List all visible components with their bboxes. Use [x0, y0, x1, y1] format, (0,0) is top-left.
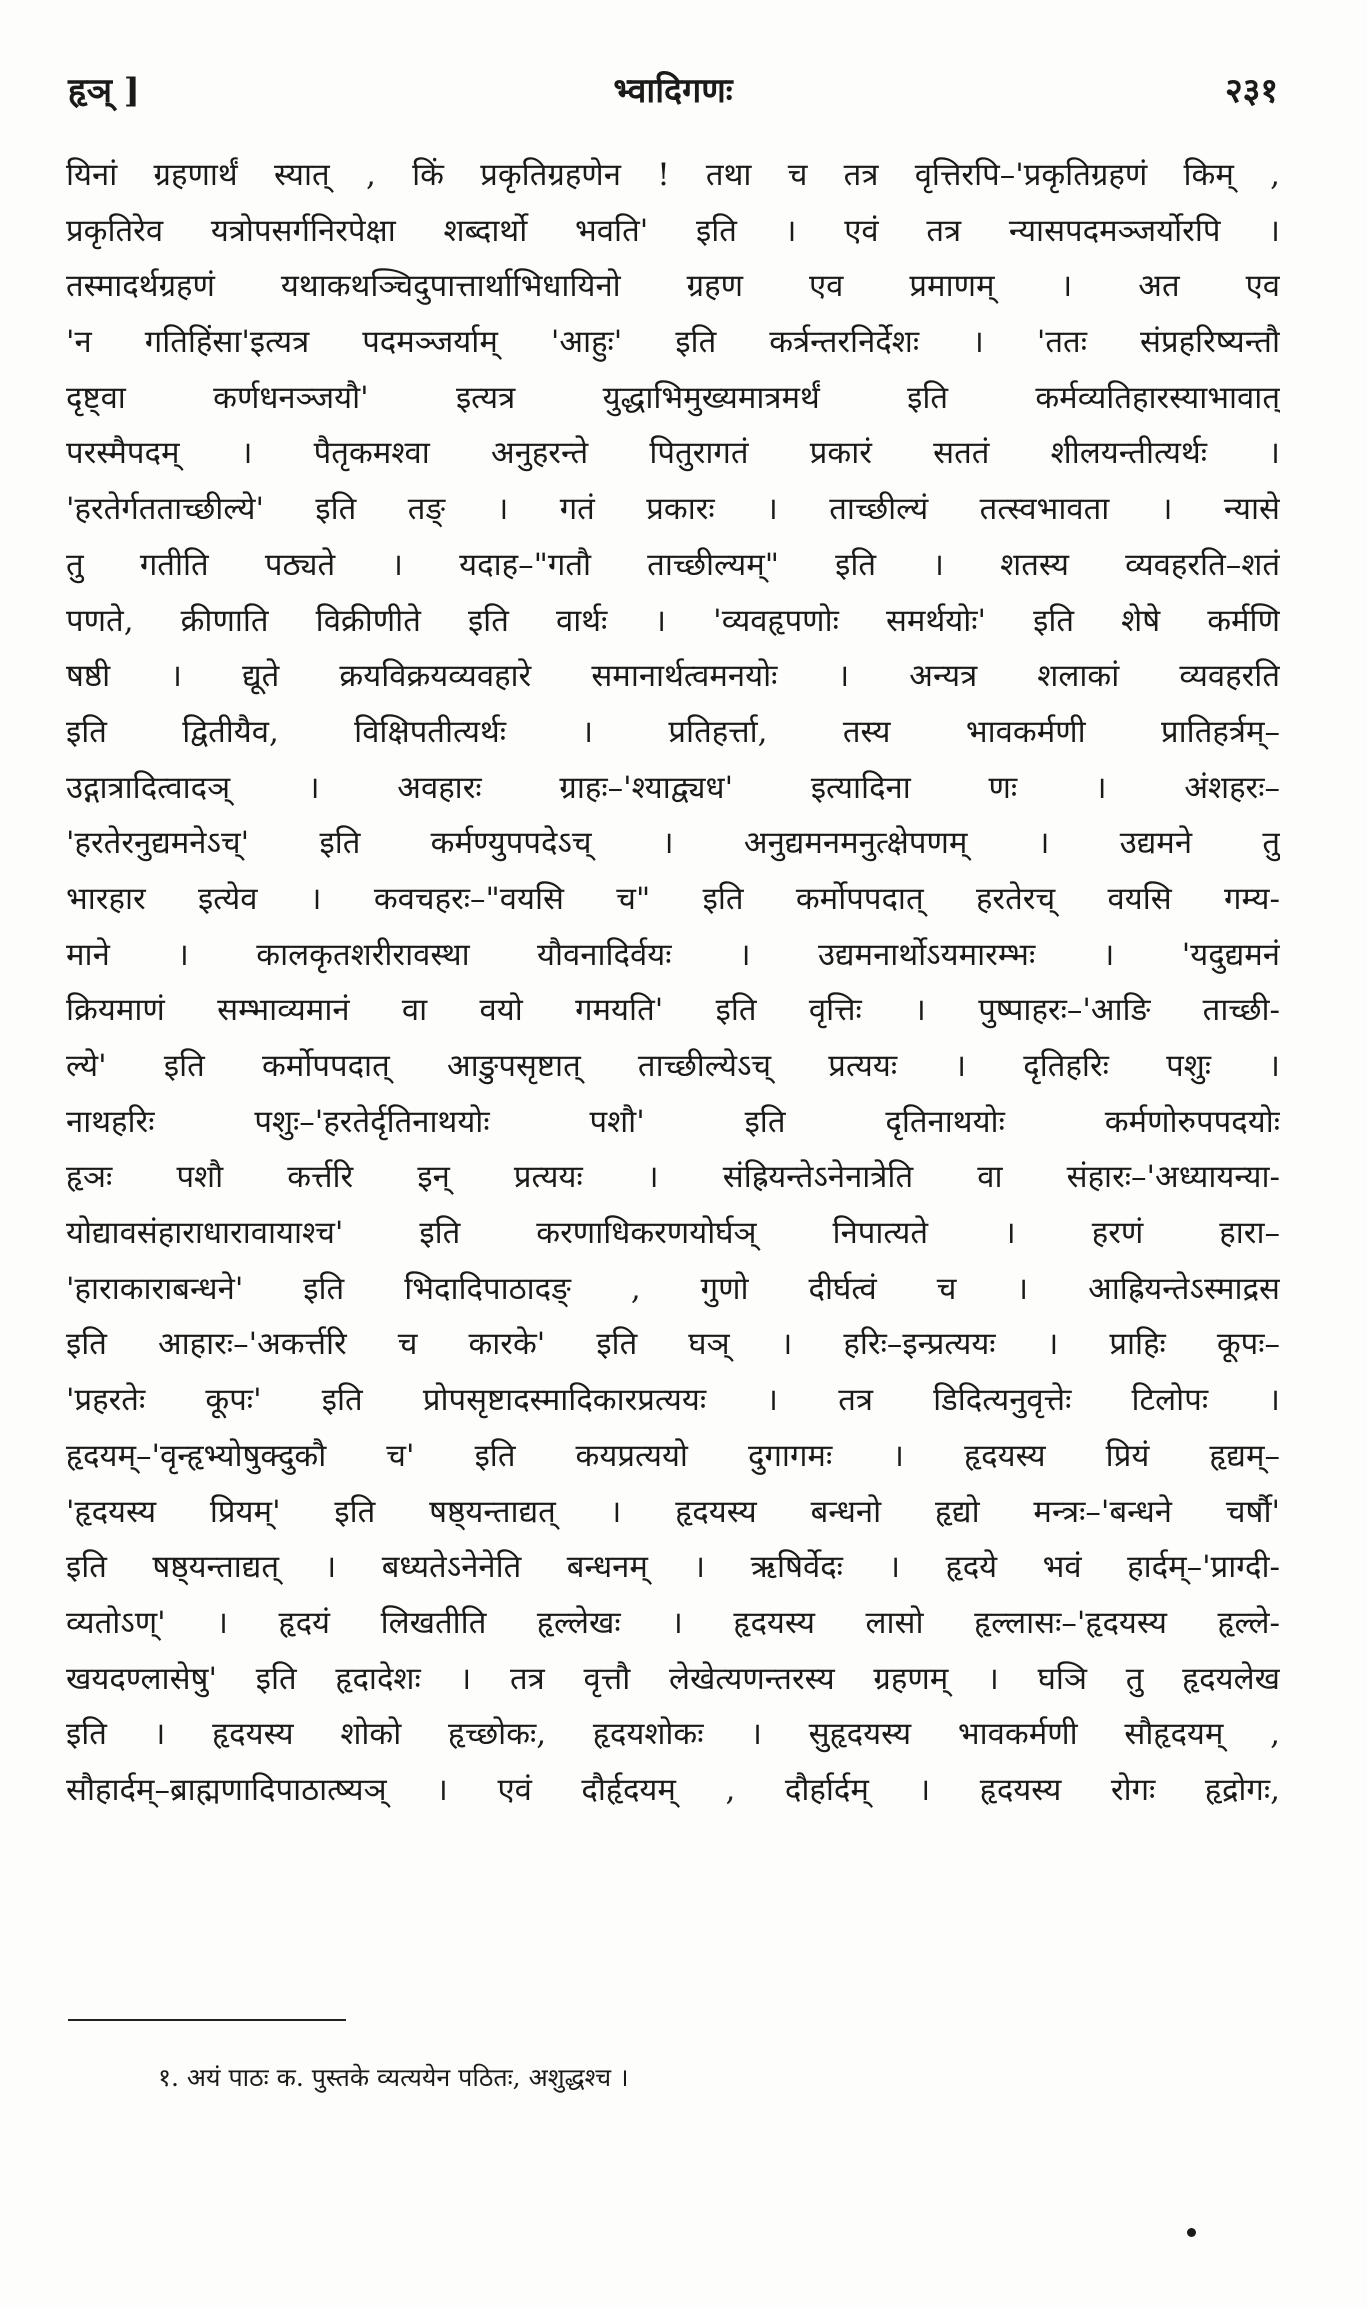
- text-line: ल्ये' इति कर्मोपपदात् आङुपसृष्टात् ताच्छील्येऽच् प्रत्ययः । दृतिहरिः पशुः ।: [66, 1048, 1280, 1084]
- text-line: इति षष्ठ्यन्ताद्यत् । बध्यतेऽनेनेति बन्धनम् । ऋषिर्वेदः । हृदये भवं हार्दम्–'प्राग्दी-: [66, 1549, 1280, 1586]
- text-line: योद्यावसंहाराधारावायाश्च' इति करणाधिकरणयोर्घञ् निपात्यते । हरणं हारा–: [66, 1215, 1280, 1252]
- text-line: तस्मादर्थग्रहणं यथाकथञ्चिदुपात्तार्थाभिधायिनो ग्रहण एव प्रमाणम् । अत एव: [66, 268, 1280, 305]
- text-line: हृदयम्–'वृन्हृभ्योषुक्दुकौ च' इति कयप्रत्ययो दुगागमः । हृदयस्य प्रियं हृद्यम्–: [66, 1437, 1280, 1474]
- text-line: तु गतीति पठ्यते । यदाह–"गतौ ताच्छील्यम्" इति । शतस्य व्यवहरति–शतं: [66, 546, 1280, 583]
- page-number: २३१: [1224, 71, 1278, 111]
- text-line: दृष्ट्वा कर्णधनञ्जयौ' इत्यत्र युद्धाभिमुख्यमात्रमर्थं इति कर्मव्यतिहारस्याभावात्: [66, 379, 1280, 416]
- text-line: इति द्वितीयैव, विक्षिपतीत्यर्थः । प्रतिहर्त्ता, तस्य भावकर्मणी प्रातिहर्त्रम्–: [66, 713, 1280, 750]
- text-line: पणते, क्रीणाति विक्रीणीते इति वार्थः । 'व्यवहृपणोः समर्थयोः' इति शेषे कर्मणि: [66, 602, 1280, 639]
- text-line: यिनां ग्रहणार्थं स्यात् , किं प्रकृतिग्रहणेन ! तथा च तत्र वृत्तिरपि–'प्रकृतिग्रहणं किम् ,: [66, 157, 1280, 193]
- text-line: माने । कालकृतशरीरावस्था यौवनादिर्वयः । उद्यमनार्थोऽयमारम्भः । 'यदुद्यमनं: [66, 936, 1280, 973]
- footnote: १. अयं पाठः क. पुस्तके व्यत्ययेन पठितः, अशुद्धश्च ।: [158, 2063, 629, 2092]
- text-line: इति । हृदयस्य शोको हृच्छोकः, हृदयशोकः । सुहृदयस्य भावकर्मणी सौहृदयम् ,: [66, 1716, 1280, 1753]
- body-text: [66, 148, 1280, 1819]
- text-line: सौहार्दम्–ब्राह्मणादिपाठात्ष्यञ् । एवं दौर्हृदयम् , दौर्हार्दम् । हृदयस्य रोगः हृद्रोगः,: [66, 1771, 1280, 1808]
- text-line: 'हरतेरनुद्यमनेऽच्' इति कर्मण्युपपदेऽच् । अनुद्यमनमनुत्क्षेपणम् । उद्यमने तु: [66, 825, 1280, 862]
- text-line: व्यतोऽण्' । हृदयं लिखतीति हृल्लेखः । हृदयस्य लासो हृल्लासः–'हृदयस्य हृल्ले-: [66, 1604, 1280, 1641]
- text-line: क्रियमाणं सम्भाव्यमानं वा वयो गमयति' इति वृत्तिः । पुष्पाहरः–'आङि ताच्छी-: [66, 992, 1280, 1029]
- page-header: [68, 66, 1278, 120]
- text-line: परस्मैपदम् । पैतृकमश्वा अनुहरन्ते पितुरागतं प्रकारं सततं शीलयन्तीत्यर्थः ।: [66, 435, 1280, 472]
- header-section-marker: हृञ् ]: [68, 71, 140, 111]
- text-line: खयदण्लासेषु' इति हृदादेशः । तत्र वृत्तौ लेखेत्यणन्तरस्य ग्रहणम् । घञि तु हृदयलेख: [66, 1660, 1280, 1697]
- text-line: उद्गात्रादित्वादञ् । अवहारः ग्राहः–'श्याद्व्यध' इत्यादिना णः । अंशहरः–: [66, 769, 1280, 806]
- text-line: 'हाराकाराबन्धने' इति भिदादिपाठादङ् , गुणो दीर्घत्वं च । आह्रियन्तेऽस्माद्रस: [66, 1270, 1280, 1307]
- text-line: षष्ठी । द्यूते क्रयविक्रयव्यवहारे समानार्थत्वमनयोः । अन्यत्र शलाकां व्यवहरति: [66, 658, 1280, 695]
- text-line: हृञः पशौ कर्त्तरि इन् प्रत्ययः । संह्रियन्तेऽनेनात्रेति वा संहारः–'अध्यायन्या-: [66, 1159, 1280, 1196]
- ink-speck: [1187, 2228, 1196, 2237]
- text-line: 'प्रहरतेः कूपः' इति प्रोपसृष्टादस्मादिकारप्रत्ययः । तत्र डिदित्यनुवृत्तेः टिलोपः ।: [66, 1382, 1280, 1419]
- text-line: इति आहारः–'अकर्त्तरि च कारके' इति घञ् । हरिः–इन्प्रत्ययः । प्राहिः कूपः–: [66, 1326, 1280, 1363]
- header-chapter-title: भ्वादिगणः: [613, 71, 733, 111]
- footnote-divider: [68, 2019, 346, 2021]
- text-line: नाथहरिः पशुः–'हरतेर्दृतिनाथयोः पशौ' इति दृतिनाथयोः कर्मणोरुपपदयोः: [66, 1103, 1280, 1140]
- text-line: प्रकृतिरेव यत्रोपसर्गनिरपेक्षा शब्दार्थो भवति' इति । एवं तत्र न्यासपदमञ्जर्योरपि ।: [66, 212, 1280, 249]
- text-line: 'हृदयस्य प्रियम्' इति षष्ठ्यन्ताद्यत् । हृदयस्य बन्धनो हृद्यो मन्त्रः–'बन्धने चर्षौ': [66, 1493, 1280, 1530]
- text-line: 'हरतेर्गतताच्छील्ये' इति तङ् । गतं प्रकारः । ताच्छील्यं तत्स्वभावता । न्यासे: [66, 491, 1280, 528]
- text-line: 'न गतिहिंसा'इत्यत्र पदमञ्जर्याम् 'आहुः' इति कर्त्रन्तरनिर्देशः । 'ततः संप्रहरिष्यन्तौ: [66, 324, 1280, 361]
- text-line: भारहार इत्येव । कवचहरः–"वयसि च" इति कर्मोपपदात् हरतेरच् वयसि गम्य-: [66, 880, 1280, 917]
